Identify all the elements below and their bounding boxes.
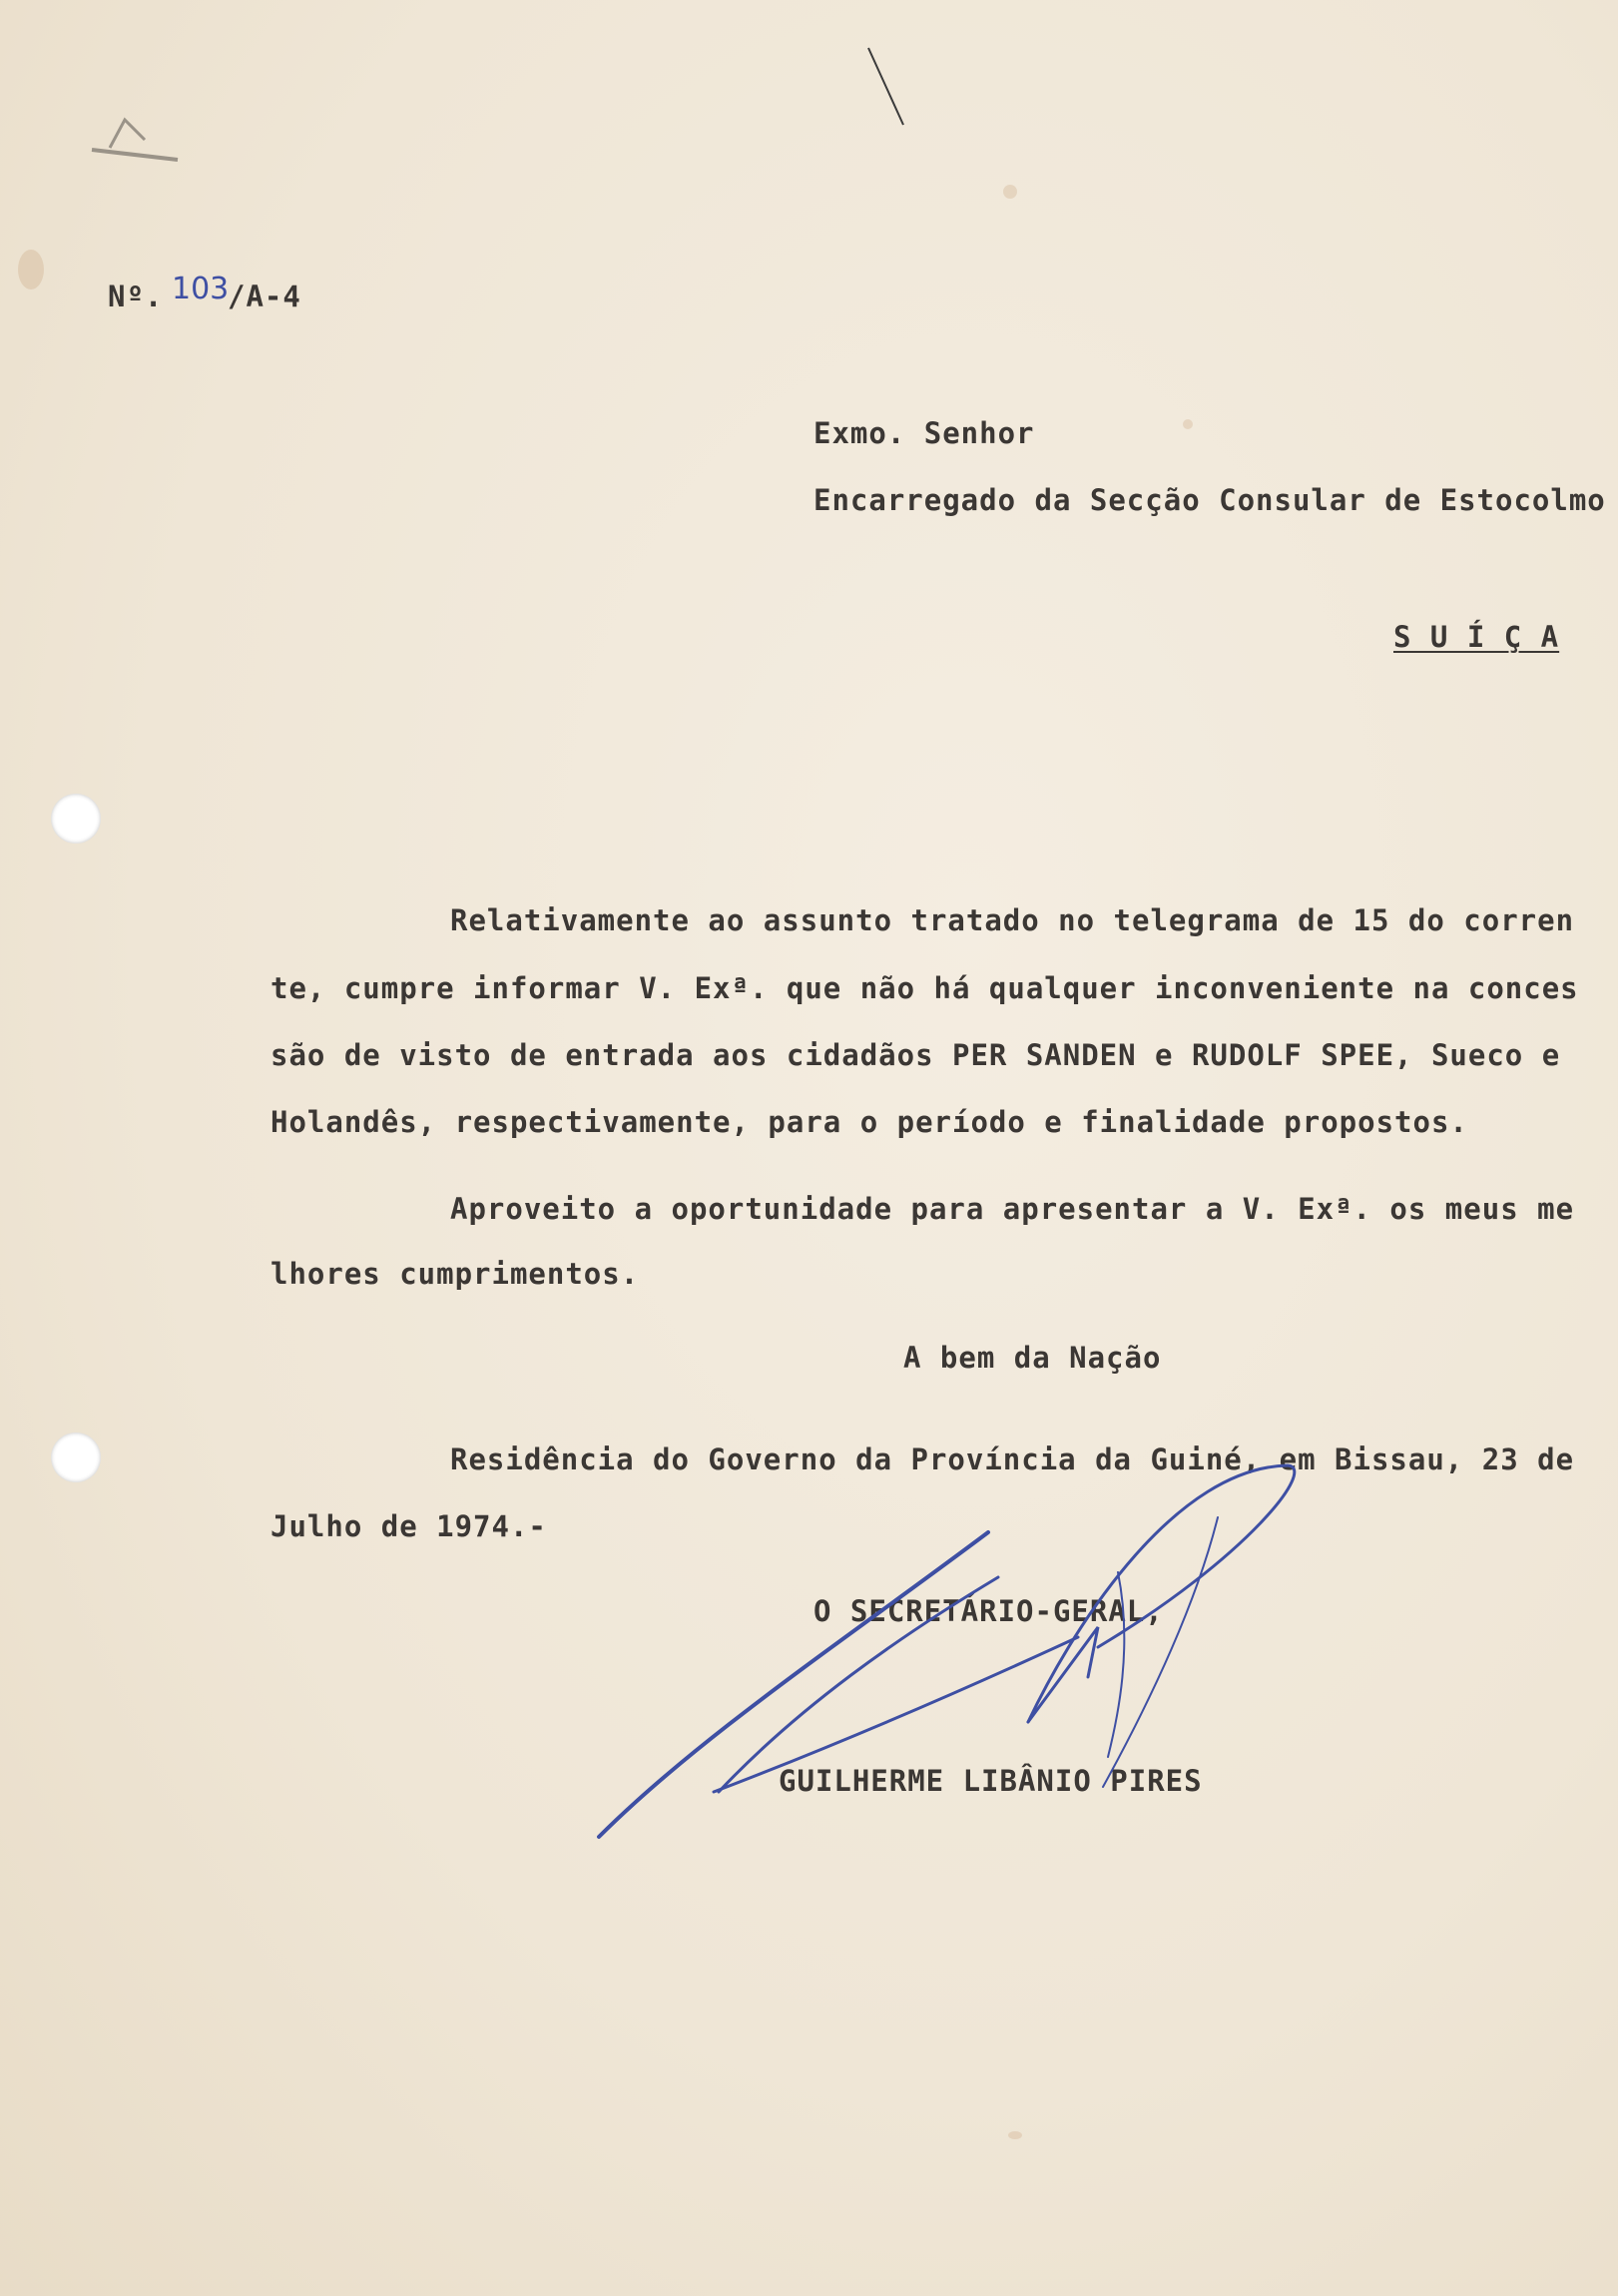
body-line: Holandês, respectivamente, para o período e finalidade propostos. [270,1105,1468,1139]
reference-prefix: Nº. [108,280,164,313]
body-line: Aproveito a oportunidade para apresentar a V. Exª. os meus me [450,1192,1575,1226]
place-date-line2: Julho de 1974.- [270,1509,547,1543]
reference-suffix: /A-4 [228,280,301,313]
signatory-title: O SECRETÁRIO-GERAL, [813,1594,1164,1628]
closing-motto: A bem da Nação [903,1341,1162,1375]
addressee-salutation: Exmo. Senhor [813,416,1035,450]
body-line: são de visto de entrada aos cidadãos PER SANDEN e RUDOLF SPEE, Sueco e [270,1038,1561,1072]
addressee-title: Encarregado da Secção Consular de Estocolmo [813,483,1606,517]
reference-number-handwritten: 103 [172,272,230,306]
body-line: te, cumpre informar V. Exª. que não há qualquer inconveniente na conces [270,971,1579,1005]
place-date-line1: Residência do Governo da Província da Guiné, em Bissau, 23 de [450,1442,1575,1476]
body-line: lhores cumprimentos. [270,1257,640,1291]
body-line: Relativamente ao assunto tratado no telegrama de 15 do corren [450,903,1575,937]
signatory-name: GUILHERME LIBÂNIO PIRES [779,1764,1203,1798]
addressee-country: S U Í Ç A [1393,620,1560,654]
